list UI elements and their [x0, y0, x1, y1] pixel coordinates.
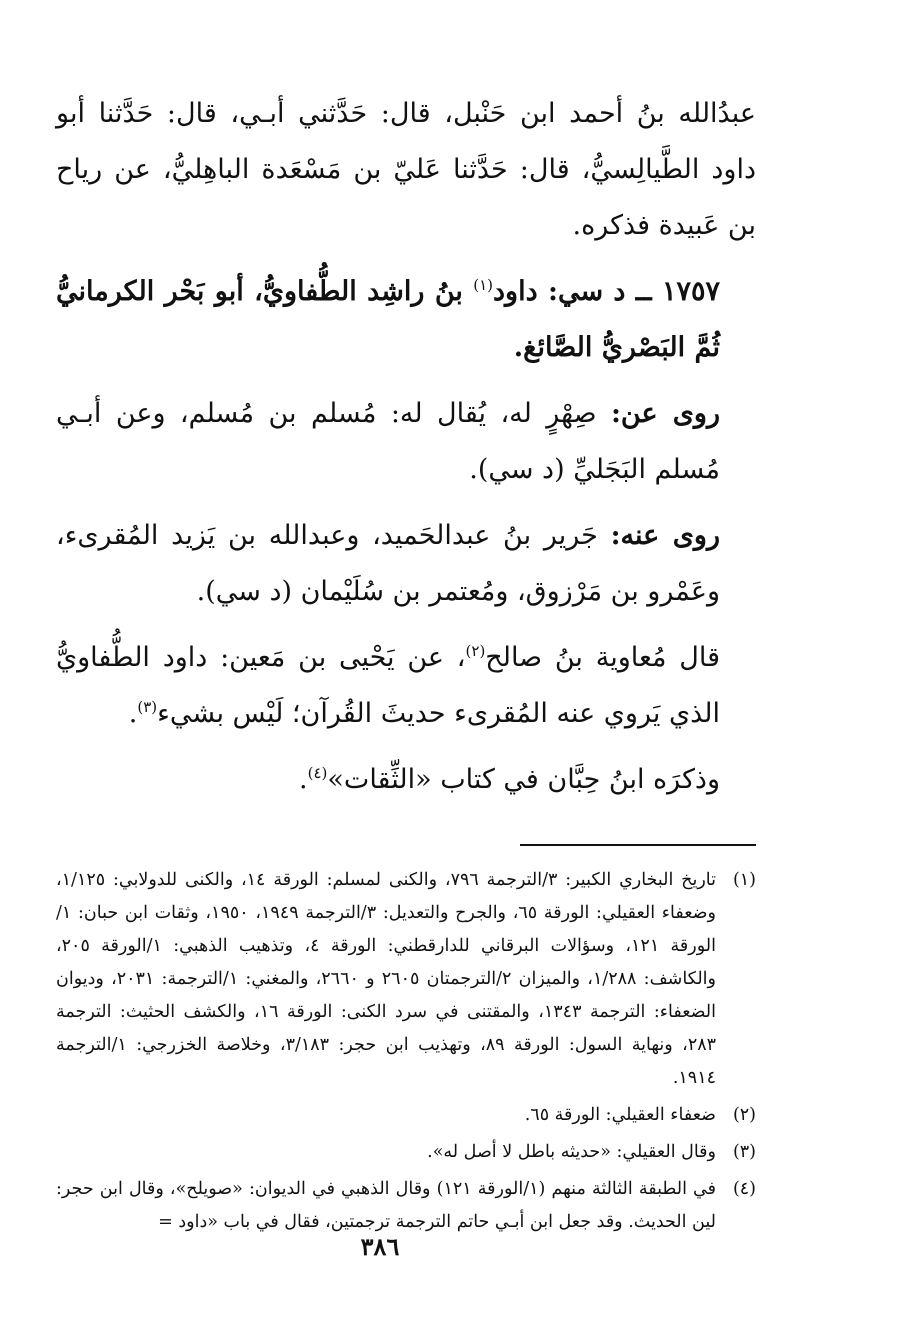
footnote-number: (٢) — [732, 1105, 756, 1125]
text-dhakarahu-b: . — [299, 764, 308, 795]
text-qala-b: ، عن يَحْيى بن مَعين: داود الطُّفاويُّ الذي يَروي عنه المُقرىء حديثَ القُرآن؛ لَيْس بشيء — [56, 642, 720, 729]
footnotes — [56, 864, 756, 1239]
text-dhakarahu-a: وذكرَه ابنُ حِبَّان في كتاب «الثِّقات» — [327, 764, 720, 795]
footnote-ref-2: (٢) — [465, 642, 486, 660]
footnote-text: في الطبقة الثالثة منهم (١/الورقة ١٢١) وقال الذهبي في الديوان: «صويلح»، وقال ابن حجر: لين الحديث. وقد جعل ابن أبـي حاتم الترجمة ترجمتين، فقال في باب «داود = — [56, 1179, 716, 1232]
footnote-2 — [56, 1099, 756, 1132]
label-rawa-an: روى عن: — [610, 398, 720, 429]
paragraph-dhakarahu — [56, 752, 756, 808]
text-rawa-anhu: جَرير بنُ عبدالحَميد، وعبدالله بن يَزيد المُقرىء، وعَمْرو بن مَرْزوق، ومُعتمر بن سُلَيْمان (د سي). — [56, 520, 720, 607]
footnote-ref-1: (١) — [473, 276, 494, 294]
footnote-text: وقال العقيلي: «حديثه باطل لا أصل له». — [427, 1142, 716, 1162]
footnote-number: (٤) — [732, 1179, 756, 1199]
footnote-number: (٣) — [732, 1142, 756, 1162]
entry-number: ١٧٥٧ ــ د سي: داود — [493, 276, 721, 307]
paragraph-qala — [56, 630, 756, 742]
text-qala-a: قال مُعاوية بنُ صالح — [485, 642, 720, 673]
page-number: ٣٨٦ — [360, 1232, 400, 1261]
entry-name: بنُ راشِد الطُّفاويُّ، أبو بَحْر الكرمانيُّ ثُمَّ البَصْريُّ الصَّائغ. — [56, 276, 720, 363]
paragraph-entry-heading — [56, 264, 756, 376]
text-rawa-an: صِهْرٍ له، يُقال له: مُسلم بن مُسلم، وعن أبـي مُسلم البَجَليِّ (د سي). — [56, 398, 720, 485]
footnote-ref-4: (٤) — [307, 764, 328, 782]
footnote-ref-3: (٣) — [137, 698, 158, 716]
page-body — [56, 86, 756, 1243]
footnote-divider — [520, 844, 756, 846]
paragraph-rawa-an — [56, 386, 756, 498]
footnote-number: (١) — [732, 870, 756, 890]
text-qala-c: . — [128, 698, 138, 729]
main-text — [56, 86, 756, 808]
footnote-text: تاريخ البخاري الكبير: ٣/الترجمة ٧٩٦، والكنى لمسلم: الورقة ١٤، والكنى للدولابي: ١/١٢٥، وضعفاء العقيلي: الورقة ٦٥، والجرح والتعديل: ٣/الترجمة ١٩٤٩، ١٩٥٠، وثقات ابن حبان: ١/الورقة ١٢١، وسؤالات البرقاني للدارقطني: الورقة ٤، وتذهيب الذهبي: ١/الورقة ٢٠٥، والكاشف: ١/٢٨٨، والميزان ٢/الترجمتان ٢٦٠٥ و ٢٦٦٠، والمغني: ١/الترجمة: ٢٠٣١، وديوان الضعفاء: الترجمة ١٣٤٣، والمقتنى في سرد الكنى: الورقة ١٦، والكشف الحثيث: الترجمة ٢٨٣، ونهاية السول: الورقة ٨٩، وتهذيب ابن حجر: ٣/١٨٣، وخلاصة الخزرجي: ١/الترجمة ١٩١٤. — [56, 870, 717, 1088]
footnote-3 — [56, 1136, 756, 1169]
paragraph-isnad: عبدُالله بنُ أحمد ابن حَنْبل، قال: حَدَّثني أبـي، قال: حَدَّثنا أبو داود الطَّيالِسيُّ، قال: حَدَّثنا عَليّ بن مَسْعَدة الباهِليُّ، عن رياح بن عَبيدة فذكره. — [56, 98, 756, 241]
footnote-4 — [56, 1173, 756, 1239]
label-rawa-anhu: روى عنه: — [610, 520, 721, 551]
footnote-1 — [56, 864, 756, 1095]
paragraph-rawa-anhu — [56, 508, 756, 620]
footnote-text: ضعفاء العقيلي: الورقة ٦٥. — [524, 1105, 716, 1125]
